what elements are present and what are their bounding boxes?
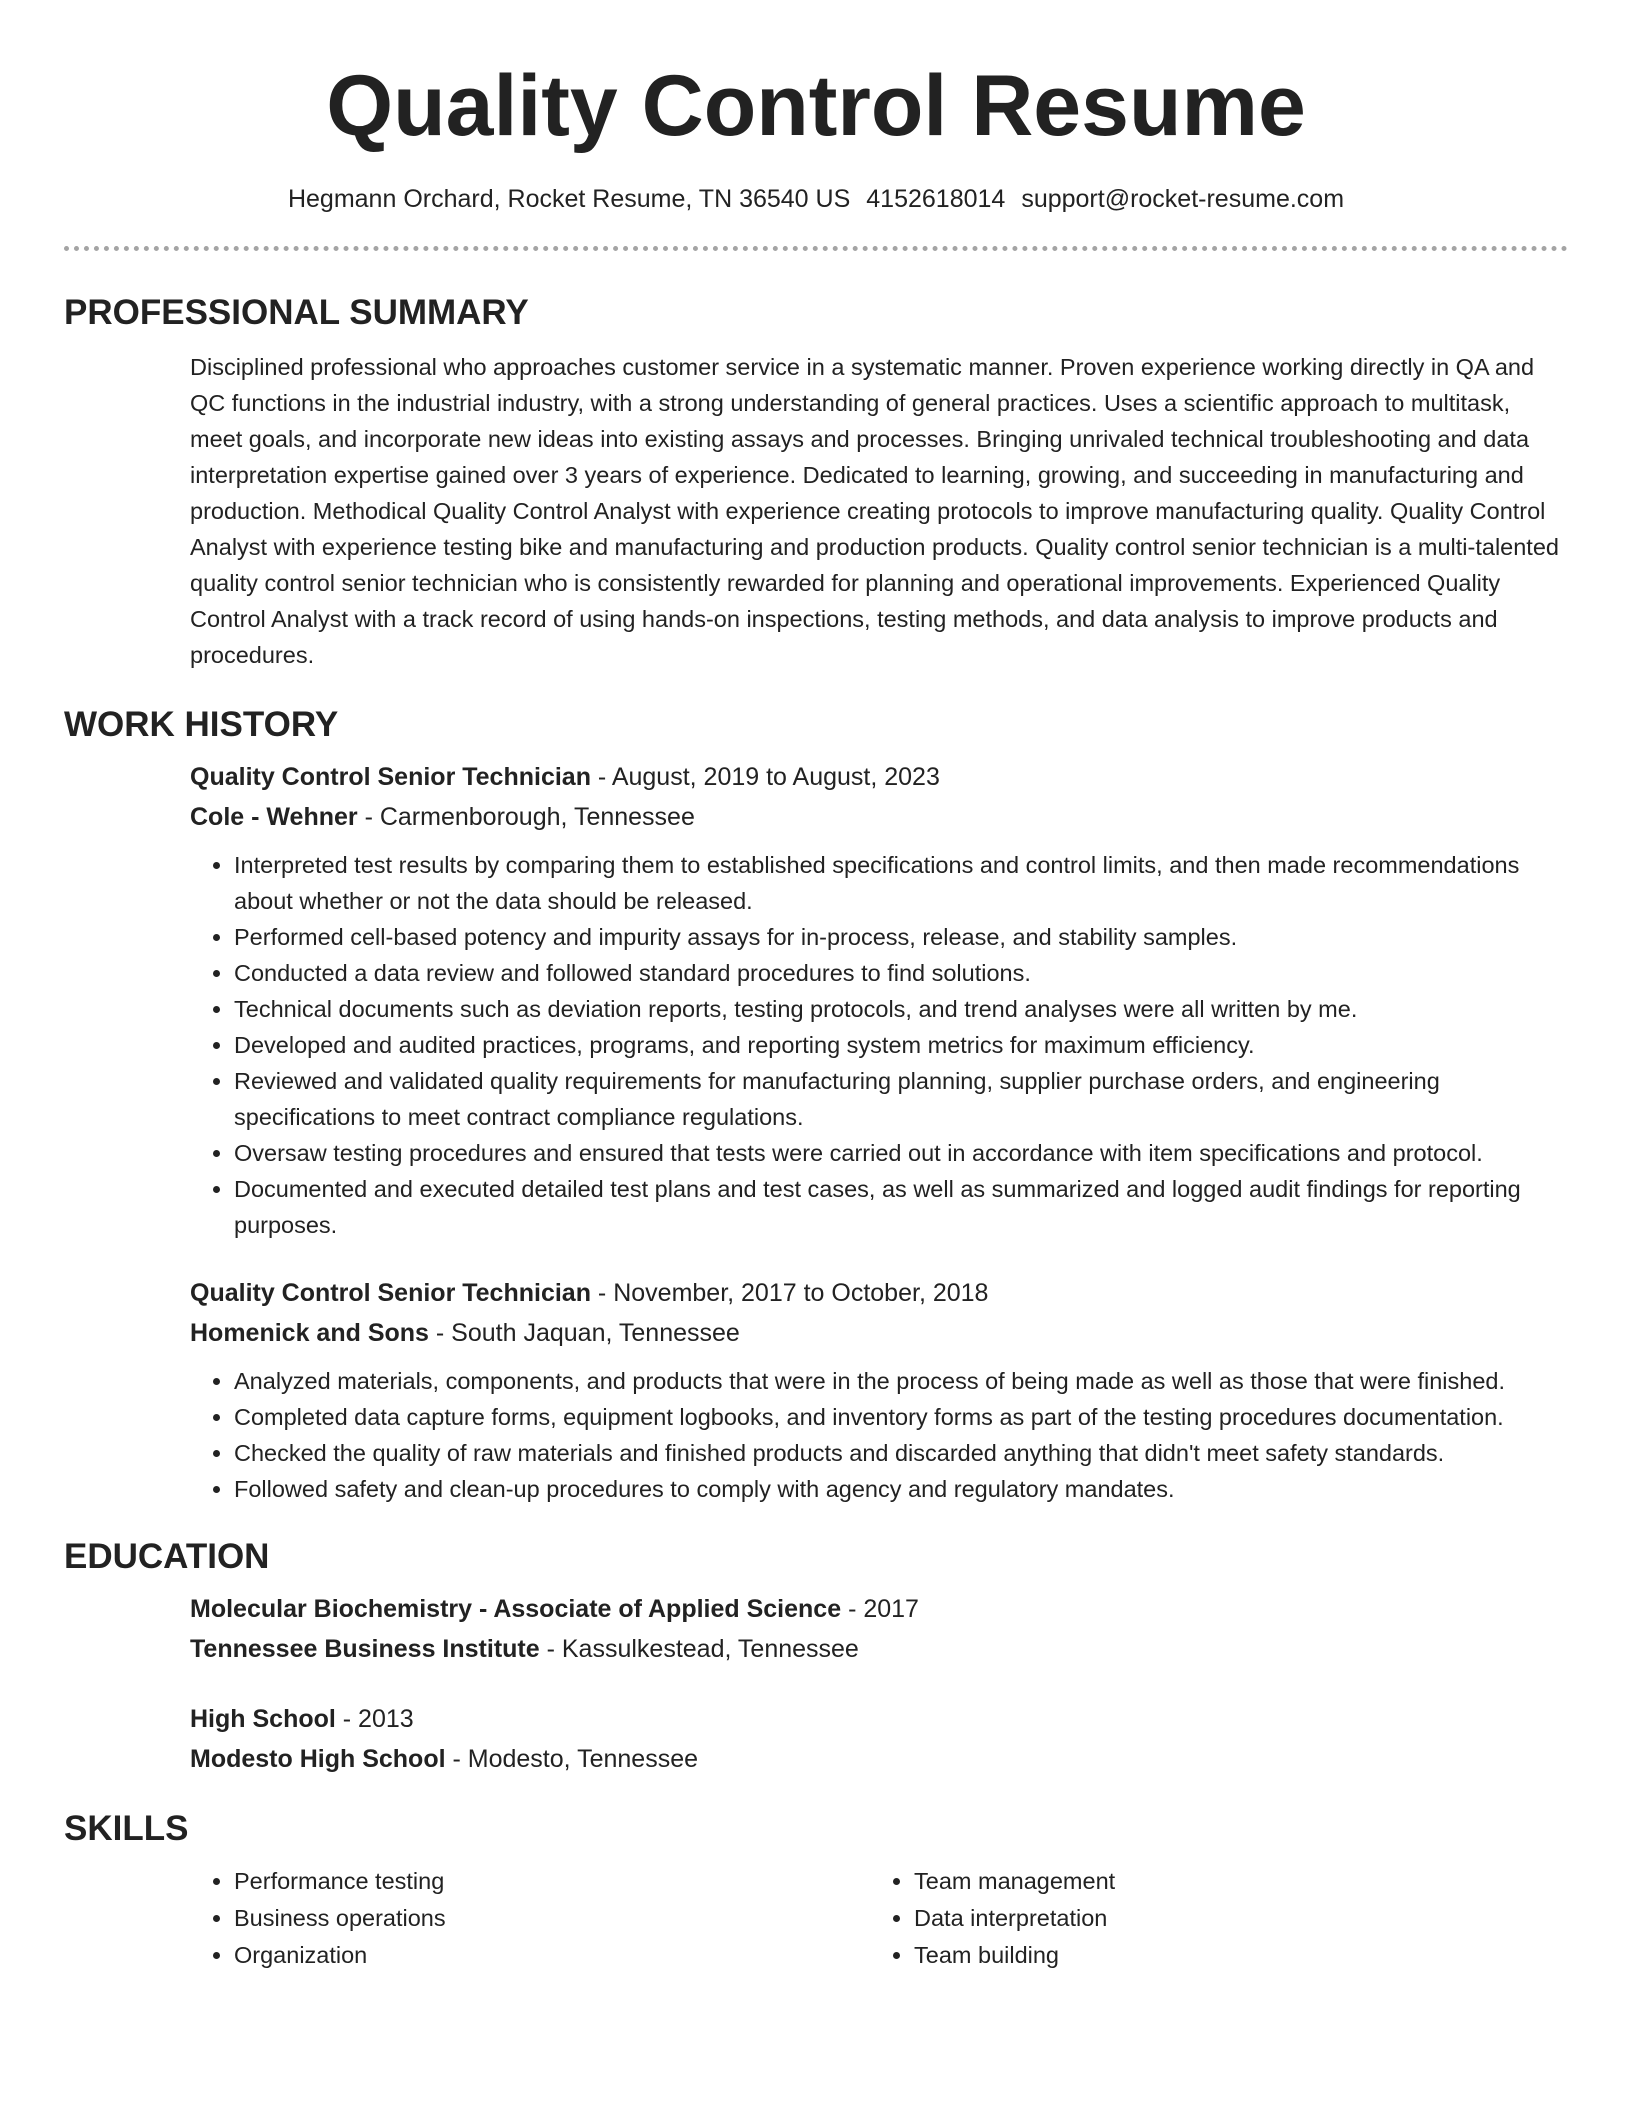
list-item: • Team building	[914, 1937, 1550, 1974]
skills-grid	[190, 1863, 1568, 1974]
work-section	[64, 703, 1568, 1507]
list-item: • Technical documents such as deviation reports, testing protocols, and trend analyses were all written by me.	[234, 991, 1568, 1027]
education-location: - Modesto, Tennessee	[445, 1745, 699, 1773]
job-bullets	[190, 847, 1568, 1243]
summary-heading: PROFESSIONAL SUMMARY	[64, 293, 529, 332]
list-item: • Conducted a data review and followed standard procedures to find solutions.	[234, 955, 1568, 991]
header-divider	[64, 246, 1568, 251]
education-year: - 2013	[335, 1705, 414, 1733]
work-heading: WORK HISTORY	[64, 705, 339, 744]
contact-phone: 4152618014	[866, 185, 1006, 213]
contact-line	[64, 182, 1568, 216]
skills-section	[64, 1807, 1568, 1974]
education-body	[190, 1589, 1568, 1779]
list-item: • Checked the quality of raw materials and finished products and discarded anything that didn't meet safety standards.	[234, 1435, 1568, 1471]
job-dates: - November, 2017 to October, 2018	[590, 1279, 989, 1307]
summary-body	[190, 349, 1568, 673]
skills-column-right	[870, 1863, 1550, 1974]
list-item: • Developed and audited practices, programs, and reporting system metrics for maximum efficiency.	[234, 1027, 1568, 1063]
resume-page	[64, 0, 1568, 1974]
list-item: • Performance testing	[234, 1863, 870, 1900]
job-title: Quality Control Senior Technician	[190, 1279, 591, 1307]
list-item: • Completed data capture forms, equipment logbooks, and inventory forms as part of the testing procedures documentation.	[234, 1399, 1568, 1435]
list-item: • Followed safety and clean-up procedures to comply with agency and regulatory mandates.	[234, 1471, 1568, 1507]
education-school-line	[190, 1629, 1568, 1669]
job-location: - Carmenborough, Tennessee	[357, 803, 695, 831]
job-company: Homenick and Sons	[190, 1319, 429, 1347]
list-item: • Performed cell-based potency and impurity assays for in-process, release, and stability samples.	[234, 919, 1568, 955]
job-location: - South Jaquan, Tennessee	[428, 1319, 740, 1347]
skills-list	[190, 1863, 870, 1974]
work-body	[190, 757, 1568, 1507]
list-item: • Analyzed materials, components, and products that were in the process of being made as well as those that were finished.	[234, 1363, 1568, 1399]
education-degree: High School	[190, 1705, 336, 1733]
education-school: Modesto High School	[190, 1745, 446, 1773]
list-item: • Team management	[914, 1863, 1550, 1900]
education-school-line	[190, 1739, 1568, 1779]
skills-list	[870, 1863, 1550, 1974]
education-entry	[190, 1589, 1568, 1669]
job-title: Quality Control Senior Technician	[190, 763, 591, 791]
education-location: - Kassulkestead, Tennessee	[539, 1635, 859, 1663]
education-section	[64, 1535, 1568, 1779]
job-company: Cole - Wehner	[190, 803, 358, 831]
list-item: • Business operations	[234, 1900, 870, 1937]
resume-title: Quality Control Resume	[326, 58, 1306, 154]
summary-text: Disciplined professional who approaches customer service in a systematic manner. Proven experience working directly in QA and QC functions in the industrial industry, with a strong understanding of general practices. Uses a scientific approach to multitask, meet goals, and incorporate new ideas into existing assays and processes. Bringing unrivaled technical troubleshooting and data interpretation expertise gained over 3 years of experience. Dedicated to learning, growing, and succeeding in manufacturing and production. Methodical Quality Control Analyst with experience creating protocols to improve manufacturing quality. Quality Control Analyst with experience testing bike and manufacturing and production products. Quality control senior technician is a multi-talented quality control senior technician who is consistently rewarded for planning and operational improvements. Experienced Quality Control Analyst with a track record of using hands-on inspections, testing methods, and data analysis to improve products and procedures.	[190, 354, 1559, 668]
education-year: - 2017	[841, 1595, 919, 1623]
list-item: • Documented and executed detailed test plans and test cases, as well as summarized and logged audit findings for reporting purposes.	[234, 1171, 1568, 1243]
job-title-line	[190, 757, 1568, 797]
job-entry	[190, 1273, 1568, 1507]
list-item: • Oversaw testing procedures and ensured that tests were carried out in accordance with item specifications and protocol.	[234, 1135, 1568, 1171]
contact-address: Hegmann Orchard, Rocket Resume, TN 36540 US	[287, 185, 851, 213]
job-bullets	[190, 1363, 1568, 1507]
skills-column-left	[190, 1863, 870, 1974]
summary-section	[64, 291, 1568, 673]
list-item: • Data interpretation	[914, 1900, 1550, 1937]
list-item: • Interpreted test results by comparing them to established specifications and control limits, and then made recommendations about whether or not the data should be released.	[234, 847, 1568, 919]
list-item: • Organization	[234, 1937, 870, 1974]
education-degree: Molecular Biochemistry - Associate of Applied Science	[190, 1595, 842, 1623]
job-company-line	[190, 1313, 1568, 1353]
contact-email: support@rocket-resume.com	[1021, 185, 1345, 213]
job-dates: - August, 2019 to August, 2023	[590, 763, 940, 791]
education-heading: EDUCATION	[64, 1537, 270, 1576]
education-degree-line	[190, 1589, 1568, 1629]
education-entry	[190, 1699, 1568, 1779]
education-degree-line	[190, 1699, 1568, 1739]
job-entry	[190, 757, 1568, 1243]
job-title-line	[190, 1273, 1568, 1313]
list-item: • Reviewed and validated quality requirements for manufacturing planning, supplier purchase orders, and engineering specifications to meet contract compliance regulations.	[234, 1063, 1568, 1135]
job-company-line	[190, 797, 1568, 837]
skills-heading: SKILLS	[64, 1809, 189, 1848]
education-school: Tennessee Business Institute	[190, 1635, 540, 1663]
